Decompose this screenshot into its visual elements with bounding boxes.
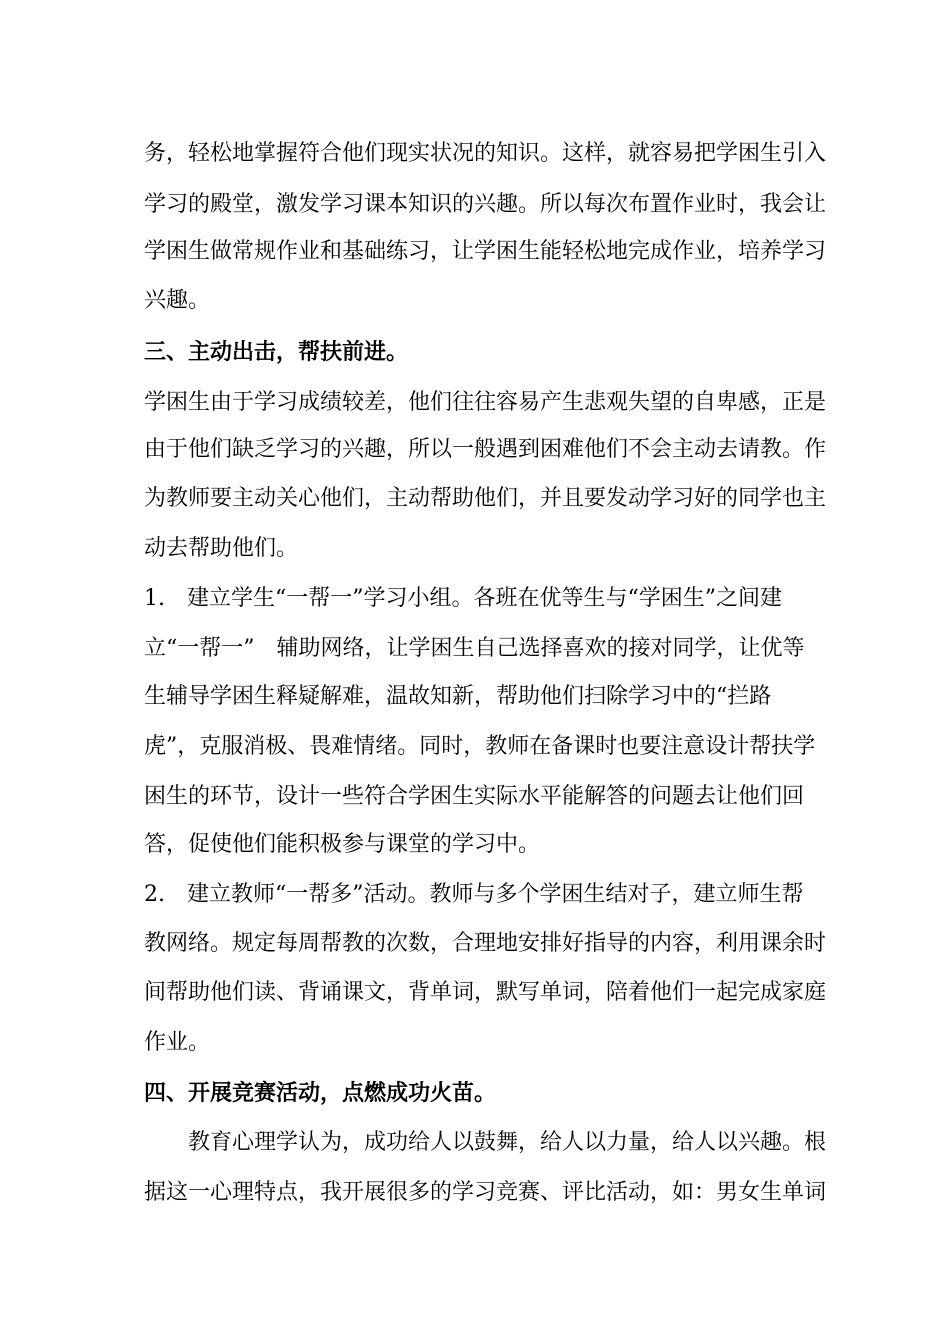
paragraph-line: 务，轻松地掌握符合他们现实状况的知识。这样，就容易把学困生引入 <box>144 141 827 166</box>
paragraph-line: 学困生由于学习成绩较差，他们往往容易产生悲观失望的自卑感，正是 <box>144 390 827 415</box>
paragraph-line: 间帮助他们读、背诵课文，背单词，默写单词，陪着他们一起完成家庭 <box>144 980 827 1005</box>
paragraph-line: 立“一帮一” 辅助网络，让学困生自己选择喜欢的接对同学，让优等 <box>144 636 805 661</box>
paragraph-line: 动去帮助他们。 <box>144 536 299 561</box>
list-item-line: 1. 建立学生“一帮一”学习小组。各班在优等生与“学困生”之间建 <box>144 586 782 611</box>
section-heading: 四、开展竞赛活动，点燃成功火苗。 <box>144 1080 497 1106</box>
paragraph-line: 困生的环节，设计一些符合学困生实际水平能解答的问题去让他们回 <box>144 784 805 809</box>
paragraph-line: 作业。 <box>144 1030 211 1055</box>
paragraph-line: 生辅导学困生释疑解难，温故知新，帮助他们扫除学习中的“拦路 <box>144 684 772 709</box>
paragraph-line: 教网络。规定每周帮教的次数，合理地安排好指导的内容，利用课余时 <box>144 931 827 956</box>
paragraph-line: 由于他们缺乏学习的兴趣，所以一般遇到困难他们不会主动去请教。作 <box>144 437 827 462</box>
paragraph-line: 为教师要主动关心他们，主动帮助他们，并且要发动学习好的同学也主 <box>144 486 827 511</box>
paragraph-line: 据这一心理特点，我开展很多的学习竞赛、评比活动，如：男女生单词 <box>144 1180 827 1205</box>
paragraph-line: 教育心理学认为，成功给人以鼓舞，给人以力量，给人以兴趣。根 <box>144 1130 827 1155</box>
paragraph-line: 学困生做常规作业和基础练习，让学困生能轻松地完成作业，培养学习 <box>144 239 827 264</box>
paragraph-line: 兴趣。 <box>144 288 211 313</box>
paragraph-line: 学习的殿堂，激发学习课本知识的兴趣。所以每次布置作业时，我会让 <box>144 192 827 217</box>
paragraph-line: 答，促使他们能积极参与课堂的学习中。 <box>144 832 541 857</box>
paragraph-line: 虎”，克服消极、畏难情绪。同时，教师在备课时也要注意设计帮扶学 <box>144 734 816 759</box>
section-heading: 三、主动出击，帮扶前进。 <box>144 339 409 365</box>
list-item-line: 2. 建立教师“一帮多”活动。教师与多个学困生结对子，建立师生帮 <box>144 882 804 907</box>
